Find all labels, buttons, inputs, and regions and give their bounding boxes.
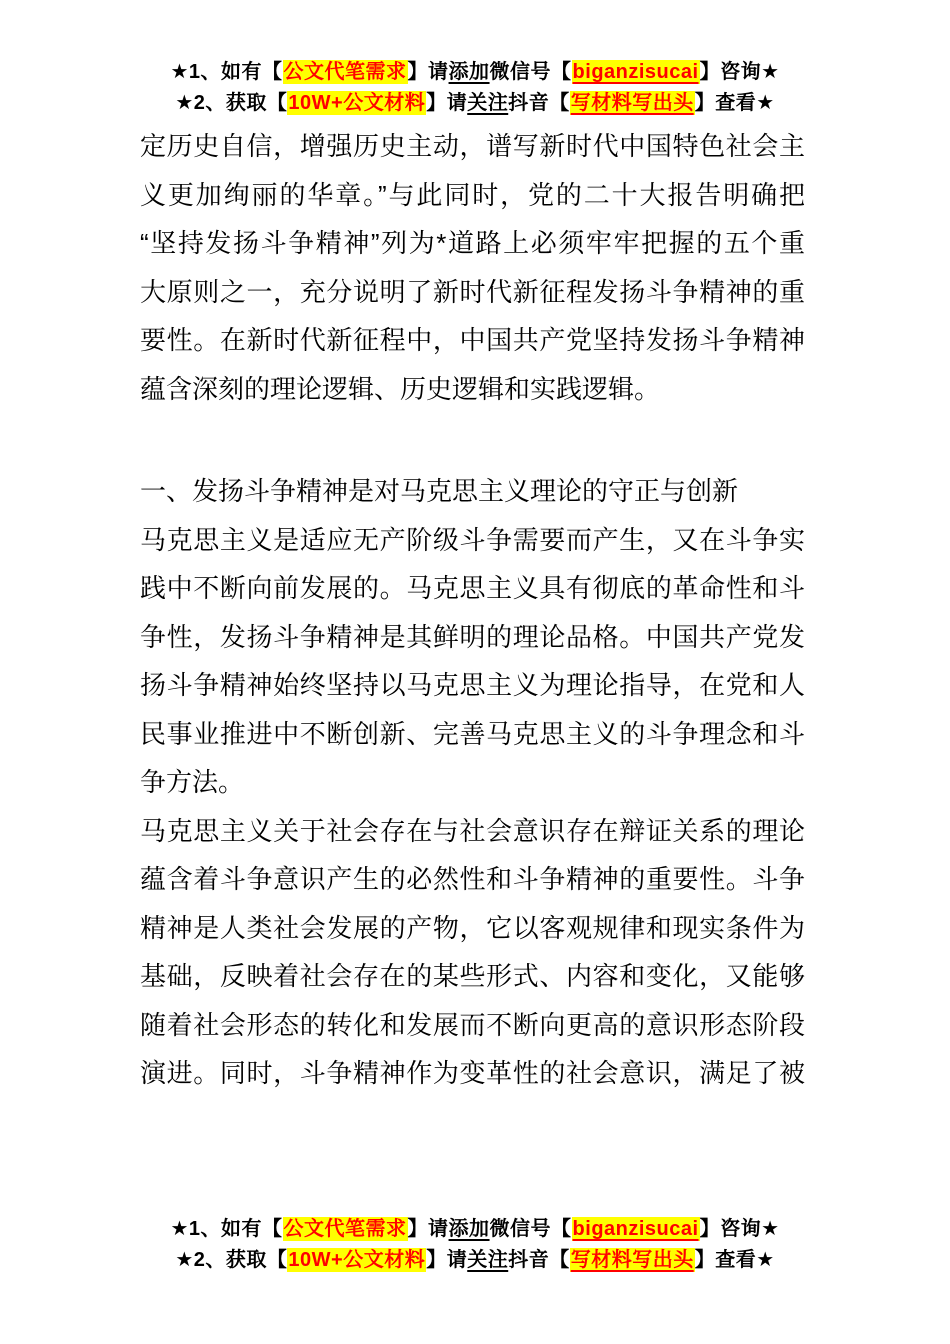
ad-text-segment: 】查看★: [694, 92, 775, 114]
paragraph-3: [140, 807, 805, 1098]
ad-text-segment: 】咨询★: [699, 1218, 780, 1240]
ad-text-segment: 】咨询★: [699, 61, 780, 83]
ad-line-2: [0, 88, 950, 119]
paragraph-2: [140, 516, 805, 807]
document-content: [140, 122, 805, 1098]
ad-text-segment: 抖音【: [508, 92, 570, 114]
text-line: 马克思主义是适应无产阶级斗争需要而产生，又在斗争实: [140, 524, 805, 555]
ad-text-segment: 关注: [467, 1249, 509, 1271]
text-line: 民事业推进中不断创新、完善马克思主义的斗争理念和斗: [140, 718, 805, 749]
ad-text-segment: 10W+公文材料: [288, 92, 426, 114]
text-line: 要性。在新时代新征程中，中国共产党坚持发扬斗争精神: [140, 325, 805, 355]
text-line: 争方法。: [140, 767, 245, 797]
section-heading: 一、发扬斗争精神是对马克思主义理论的守正与创新: [140, 476, 739, 506]
text-line: 大原则之一，充分说明了新时代新征程发扬斗争精神的重: [140, 276, 805, 307]
ad-line-1: [0, 1214, 950, 1245]
ad-text-segment: 微信号【: [489, 1218, 572, 1240]
ad-banner-top: [0, 57, 950, 119]
text-line: 践中不断向前发展的。马克思主义具有彻底的革命性和斗: [140, 573, 805, 603]
text-line: 演进。同时，斗争精神作为变革性的社会意识，满足了被: [140, 1058, 805, 1088]
ad-banner-bottom: [0, 1214, 950, 1276]
ad-text-segment: 】请: [407, 1218, 449, 1240]
ad-text-segment: ★1、如有【: [170, 1218, 283, 1240]
ad-text-segment: 公文代笔需求: [283, 1218, 407, 1240]
ad-text-segment: 写材料写出头: [570, 1249, 694, 1271]
ad-text-segment: 】请: [426, 92, 468, 114]
ad-text-segment: 10W+公文材料: [288, 1249, 426, 1271]
ad-text-segment: 关注: [467, 92, 509, 114]
intro-paragraph: [140, 122, 805, 413]
ad-text-segment: 写材料写出头: [570, 92, 694, 114]
ad-text-segment: ★1、如有【: [170, 61, 283, 83]
ad-text-segment: biganzisucai: [572, 61, 699, 83]
text-line: 义更加绚丽的华章。”与此同时，党的二十大报告明确把: [140, 179, 805, 210]
text-line: 基础，反映着社会存在的某些形式、内容和变化，又能够: [140, 961, 805, 991]
ad-text-segment: ★2、获取【: [175, 1249, 288, 1271]
text-line: 马克思主义关于社会存在与社会意识存在辩证关系的理论: [140, 815, 805, 846]
ad-text-segment: 微信号【: [489, 61, 572, 83]
ad-line-2: [0, 1245, 950, 1276]
ad-text-segment: ★2、获取【: [175, 92, 288, 114]
ad-text-segment: 添加: [448, 61, 490, 83]
text-line: 随着社会形态的转化和发展而不断向更高的意识形态阶段: [140, 1009, 805, 1040]
text-line: 定历史自信，增强历史主动，谱写新时代中国特色社会主: [140, 131, 805, 161]
text-line: 扬斗争精神始终坚持以马克思主义为理论指导，在党和人: [140, 670, 805, 700]
ad-line-1: [0, 57, 950, 88]
text-line: 争性，发扬斗争精神是其鲜明的理论品格。中国共产党发: [140, 621, 805, 652]
ad-text-segment: 】请: [426, 1249, 468, 1271]
ad-text-segment: 公文代笔需求: [283, 61, 407, 83]
ad-text-segment: 】请: [407, 61, 449, 83]
text-line: 精神是人类社会发展的产物，它以客观规律和现实条件为: [140, 912, 805, 943]
ad-text-segment: 添加: [448, 1218, 490, 1240]
ad-text-segment: 】查看★: [694, 1249, 775, 1271]
ad-text-segment: biganzisucai: [572, 1218, 699, 1240]
text-line: 蕴含着斗争意识产生的必然性和斗争精神的重要性。斗争: [140, 864, 805, 894]
ad-text-segment: 抖音【: [508, 1249, 570, 1271]
text-line: 蕴含深刻的理论逻辑、历史逻辑和实践逻辑。: [140, 373, 661, 404]
text-line: “坚持发扬斗争精神”列为*道路上必须牢牢把握的五个重: [140, 228, 805, 258]
